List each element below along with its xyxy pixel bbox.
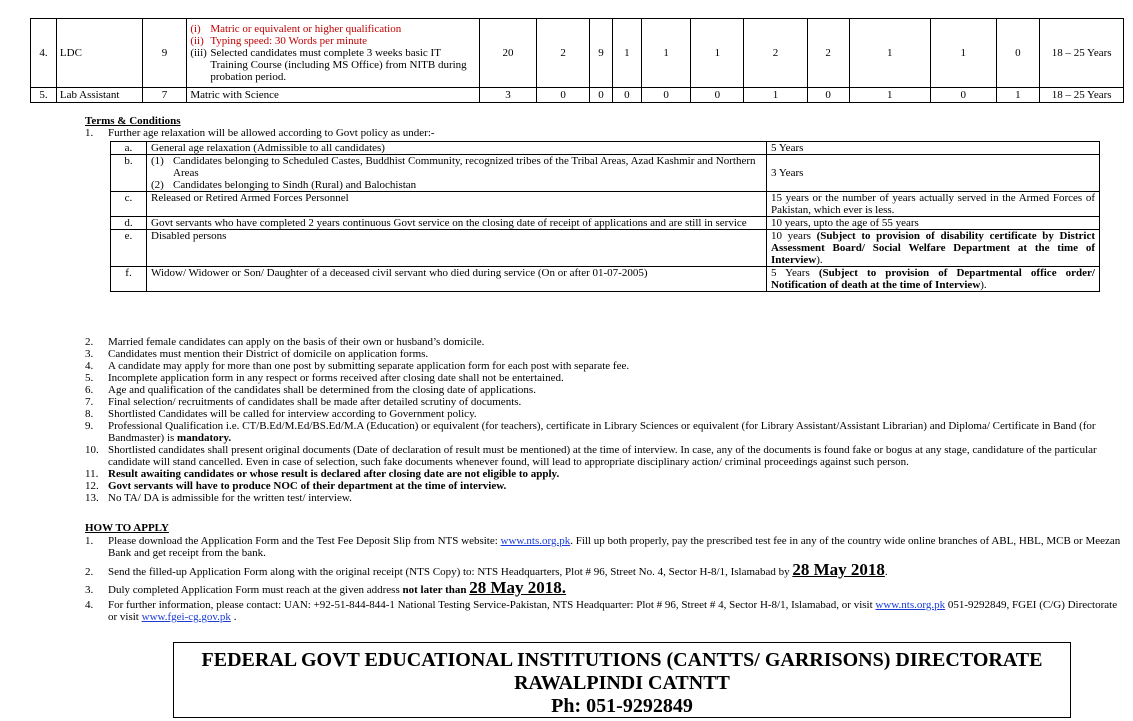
relaxation-category: Widow/ Widower or Son/ Daughter of a deceased civil servant who died during service (On or after 01-07-2005) (147, 267, 767, 292)
terms-item: 3. Candidates must mention their District of domicile on application forms. (85, 348, 429, 360)
post-count: 20 (479, 19, 537, 88)
footer-line-1: FEDERAL GOVT EDUCATIONAL INSTITUTIONS (CANTTS/ GARRISONS) DIRECTORATE (201, 649, 1043, 671)
post-qualification (187, 19, 479, 88)
post-count: 2 (807, 19, 849, 88)
terms-item: 9. Professional Qualification i.e. CT/B.Ed/M.Ed/BS.Ed/M.A (Education) or equivalent (for teachers), certificate in Library Sciences or equivalent (for Library Assistant/Assistant Librarian) and Diploma/ Certificate in Band (for Bandmaster) is mandatory. (85, 420, 1096, 444)
relaxation-row (111, 192, 1100, 217)
relaxation-key: b. (111, 155, 147, 192)
qualification-line: (ii) Typing speed: 30 Words per minute (190, 35, 368, 47)
apply-step: 2. Send the filled-up Application Form along with the original receipt (NTS Copy) to: NTS Headquarters, Plot # 96, Street No. 4, Sector H-8/1, Islamabad by 28 May 2018. (85, 560, 888, 579)
post-count: 0 (691, 88, 744, 103)
relaxation-key: e. (111, 230, 147, 267)
relaxation-value: 10 years (Subject to provision of disability certificate by District Assessment Board/ Social Welfare Department at the time of Interview). (767, 230, 1100, 267)
relaxation-value: 5 Years (767, 142, 1100, 155)
post-sr: 5. (31, 88, 57, 103)
post-count: 1 (641, 19, 691, 88)
post-count: 1 (849, 19, 930, 88)
qualification-line: (i) Matric or equivalent or higher qualification (190, 23, 402, 35)
post-age: 18 – 25 Years (1040, 19, 1124, 88)
age-relaxation-table (110, 141, 1100, 292)
terms-item: 4. A candidate may apply for more than one post by submitting separate application form for each post with separate fee. (85, 360, 630, 372)
post-count: 0 (590, 88, 613, 103)
terms-item: 11. Result awaiting candidates or whose result is declared after closing date are not eligible to apply. (85, 468, 560, 480)
terms-item: 2. Married female candidates can apply on the basis of their own or husband’s domicile. (85, 336, 485, 348)
relaxation-row (111, 155, 1100, 192)
nts-website-link[interactable]: www.nts.org.pk (500, 535, 571, 547)
how-to-apply-heading: HOW TO APPLY (85, 522, 169, 534)
post-count: 0 (641, 88, 691, 103)
post-count: 2 (744, 19, 808, 88)
closing-date: 28 May 2018 (792, 560, 885, 579)
post-name: Lab Assistant (56, 88, 142, 103)
relaxation-value: 3 Years (767, 155, 1100, 192)
post-count: 9 (590, 19, 613, 88)
post-sr: 4. (31, 19, 57, 88)
relaxation-category: Released or Retired Armed Forces Personnel (147, 192, 767, 217)
deadline-date: 28 May 2018. (469, 578, 567, 597)
terms-item-1: 1. Further age relaxation will be allowed according to Govt policy as under:- (85, 127, 435, 139)
terms-list (85, 336, 1125, 504)
terms-item: 10. Shortlisted candidates shall present original documents (Date of declaration of result must be mentioned) at the time of interview. In case, any of the documents is found fake or bogus at any stage, candidature of the particular candidate will stand cancelled. Even in case of selection, such fake documents whenever found, will lead to appropriate disciplinary action/ criminal proceedings against such person. (85, 444, 1097, 468)
relaxation-key: d. (111, 217, 147, 230)
post-count: 1 (930, 19, 996, 88)
relaxation-category: General age relaxation (Admissible to all candidates) (147, 142, 767, 155)
qualification-line: (iii) Selected candidates must complete 3 weeks basic IT Training Course (including MS Office) from NITB during probation period. (190, 47, 467, 83)
relaxation-value: 10 years, upto the age of 55 years (767, 217, 1100, 230)
terms-heading: Terms & Conditions (85, 115, 181, 127)
fgei-website-link[interactable]: www.fgei-cg.gov.pk (141, 611, 231, 623)
relaxation-category: Govt servants who have completed 2 years continuous Govt service on the closing date of receipt of applications and are still in service (147, 217, 767, 230)
post-count: 0 (996, 19, 1040, 88)
terms-item: 12. Govt servants will have to produce NOC of their department at the time of interview. (85, 480, 507, 492)
relaxation-row (111, 142, 1100, 155)
terms-item: 8. Shortlisted Candidates will be called for interview according to Government policy. (85, 408, 477, 420)
post-qualification: Matric with Science (187, 88, 479, 103)
apply-step: 4. For further information, please contact: UAN: +92-51-844-844-1 National Testing Service-Pakistan, NTS Headquarter: Plot # 96, Street # 4, Sector H-8/1, Islamabad, or visit www.nts.org.pk 051-9292849, FGEI (C/G) Directorate or visit www.fgei-cg.gov.pk . (85, 599, 1118, 623)
terms-item: 5. Incomplete application form in any respect or forms received after closing date shall not be entertained. (85, 372, 564, 384)
post-count: 1 (849, 88, 930, 103)
post-count: 0 (807, 88, 849, 103)
relaxation-category: Disabled persons (147, 230, 767, 267)
footer-phone: Ph: 051-9292849 (551, 695, 693, 717)
apply-step: 3. Duly completed Application Form must reach at the given address not later than 28 May 2018. (85, 578, 567, 597)
relaxation-value: 15 years or the number of years actually served in the Armed Forces of Pakistan, which ever is less. (767, 192, 1100, 217)
terms-item: 6. Age and qualification of the candidates shall be determined from the closing date of applications. (85, 384, 536, 396)
directorate-footer (173, 642, 1071, 718)
post-bps: 7 (142, 88, 187, 103)
relaxation-row (111, 217, 1100, 230)
relaxation-value: 5 Years (Subject to provision of Departmental office order/ Notification of death at the time of Interview). (767, 267, 1100, 292)
post-count: 2 (537, 19, 590, 88)
relaxation-row (111, 267, 1100, 292)
terms-item: 7. Final selection/ recruitments of candidates shall be made after detailed scrutiny of documents. (85, 396, 522, 408)
post-count: 0 (537, 88, 590, 103)
post-count: 1 (996, 88, 1040, 103)
post-count: 0 (930, 88, 996, 103)
nts-website-link[interactable]: www.nts.org.pk (875, 599, 946, 611)
apply-step: 1. Please download the Application Form and the Test Fee Deposit Slip from NTS website: www.nts.org.pk. Fill up both properly, pay the prescribed test fee in any of the country wide online branches of ABL, HBL, MCB or Meezan Bank and get receipt from the bank. (85, 535, 1121, 559)
post-age: 18 – 25 Years (1040, 88, 1124, 103)
relaxation-key: f. (111, 267, 147, 292)
post-name: LDC (56, 19, 142, 88)
how-to-apply-list (85, 535, 1125, 623)
relaxation-row (111, 230, 1100, 267)
footer-line-2: RAWALPINDI CATNTT (514, 672, 730, 694)
post-count: 0 (612, 88, 641, 103)
post-count: 1 (612, 19, 641, 88)
posts-table (30, 18, 1124, 103)
post-count: 3 (479, 88, 537, 103)
post-row-ldc (31, 19, 1124, 88)
post-count: 1 (691, 19, 744, 88)
relaxation-key: c. (111, 192, 147, 217)
terms-item: 13. No TA/ DA is admissible for the written test/ interview. (85, 492, 352, 504)
post-count: 1 (744, 88, 808, 103)
post-row-lab-assistant (31, 88, 1124, 103)
relaxation-category: (1) Candidates belonging to Scheduled Castes, Buddhist Community, recognized tribes of the Tribal Areas, Azad Kashmir and Northern Areas (2) Candidates belonging to Sindh (Rural) and Balochistan (147, 155, 767, 192)
post-bps: 9 (142, 19, 187, 88)
relaxation-key: a. (111, 142, 147, 155)
